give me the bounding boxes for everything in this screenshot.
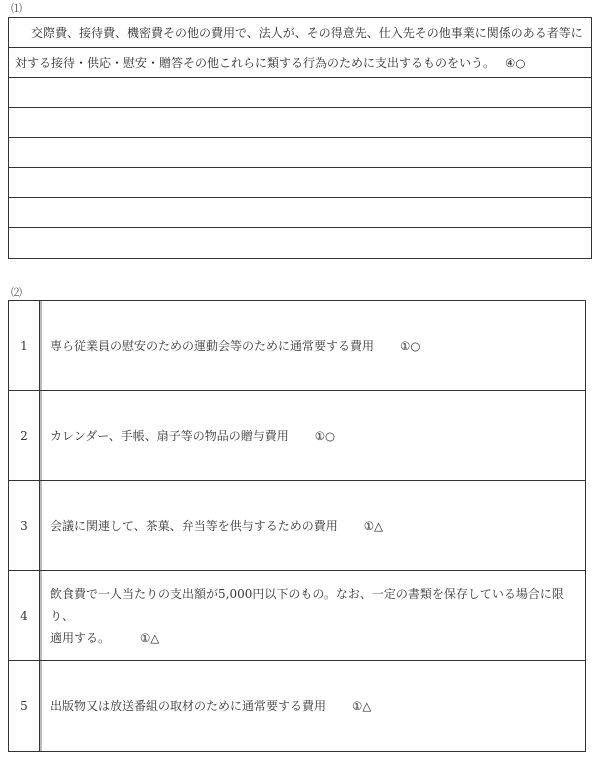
- table-row: [9, 481, 585, 571]
- row-content: [40, 481, 585, 570]
- row-text-continued: 適用する。: [50, 630, 111, 645]
- row-mark: ①△: [140, 630, 160, 645]
- section-1-blank-line: [9, 168, 591, 198]
- row-number: 2: [9, 391, 40, 480]
- row-content: [40, 661, 585, 751]
- table-row: [9, 391, 585, 481]
- section-1-blank-line: [9, 228, 591, 258]
- row-text: 専ら従業員の慰安のための運動会等のために通常要する費用: [50, 338, 375, 353]
- row-number: 1: [9, 301, 40, 390]
- row-mark: ①○: [400, 338, 421, 353]
- row-number: 5: [9, 661, 40, 751]
- section-1-blank-line: [9, 108, 591, 138]
- section-1-label: ⑴: [11, 2, 21, 15]
- row-mark: ①△: [352, 699, 372, 713]
- section-1-line-2: [9, 48, 591, 78]
- section-1-blank-line: [9, 138, 591, 168]
- section-1-line-1: [9, 18, 591, 48]
- section-2-table: [8, 300, 586, 752]
- row-content: [40, 301, 585, 390]
- section-1-line-1-text: 交際費、接待費、機密費その他の費用で、法人が、その得意先、仕入先その他事業に関係のある者等に: [31, 26, 583, 40]
- row-mark: ①○: [314, 428, 336, 443]
- row-number: 3: [9, 481, 40, 570]
- row-mark: ①△: [363, 518, 383, 533]
- row-text: カレンダー、手帳、扇子等の物品の贈与費用: [50, 428, 289, 443]
- row-content: [40, 571, 585, 660]
- section-2-label: ⑵: [11, 286, 21, 299]
- section-1-line-2-text: 対する接待・供応・慰安・贈答その他これらに類する行為のために支出するものをいう。: [15, 56, 496, 70]
- row-number: 4: [9, 571, 40, 660]
- section-1-blank-line: [9, 78, 591, 108]
- section-1-table: [8, 17, 592, 259]
- table-row: [9, 571, 585, 661]
- section-1-line-2-mark: ④○: [505, 56, 526, 70]
- section-1-blank-line: [9, 198, 591, 228]
- row-text: 出版物又は放送番組の取材のために通常要する費用: [50, 699, 327, 713]
- row-text: 会議に関連して、茶菓、弁当等を供与するための費用: [50, 518, 338, 533]
- row-text: 飲食費で一人当たりの支出額が5,000円以下のもの。なお、一定の書類を保存している場合に限り、: [50, 586, 564, 623]
- table-row: [9, 301, 585, 391]
- row-content: [40, 391, 585, 480]
- table-row: [9, 661, 585, 751]
